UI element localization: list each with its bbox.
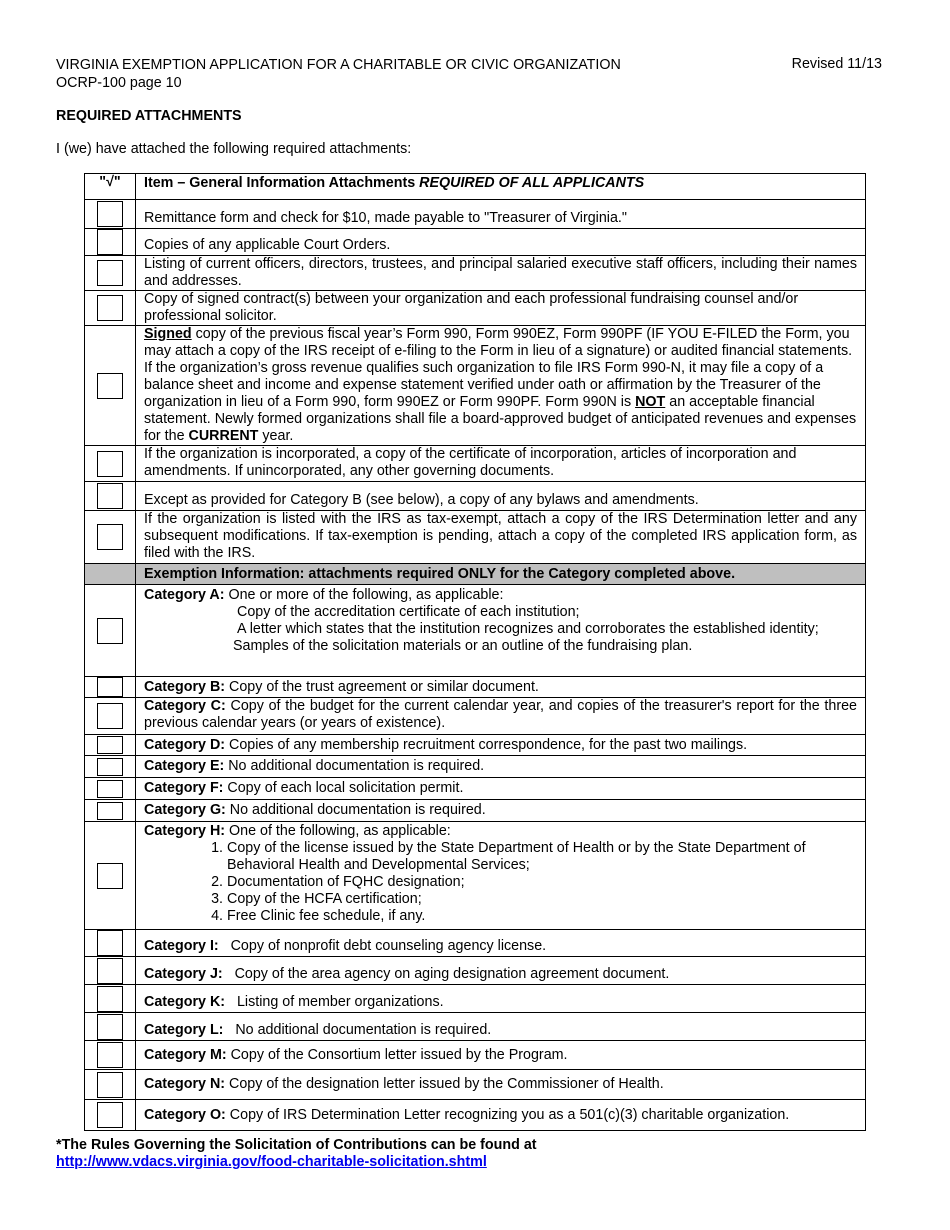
attachment-checkbox[interactable] (97, 229, 123, 255)
attachment-checkbox[interactable] (97, 295, 123, 321)
table-row (85, 698, 866, 735)
attachment-checkbox[interactable] (97, 373, 123, 399)
document-title: VIRGINIA EXEMPTION APPLICATION FOR A CHARITABLE OR CIVIC ORGANIZATION (56, 57, 621, 73)
item-text: Remittance form and check for $10, made payable to "Treasurer of Virginia." (136, 200, 866, 229)
table-row (85, 800, 866, 822)
category-text: No additional documentation is required. (223, 1022, 492, 1038)
intro-text: I (we) have attached the following required attachments: (56, 141, 412, 157)
table-header-row (85, 174, 866, 200)
table-row (85, 511, 866, 564)
revision-date: Revised 11/13 (791, 56, 882, 72)
category-a-subitem: Samples of the solicitation materials or an outline of the fundraising plan. (233, 638, 693, 654)
document-header (56, 56, 621, 92)
item-text: If the organization is incorporated, a copy of the certificate of incorporation, articles of incorporation and amendments. If unincorporated, any other governing documents. (136, 446, 866, 482)
list-item: 3. Copy of the HCFA certification; (227, 891, 857, 908)
item-text: Copy of signed contract(s) between your organization and each professional fundraising counsel and/or professional solicitor. (136, 291, 866, 326)
category-item (136, 1070, 866, 1100)
attachment-checkbox[interactable] (97, 780, 123, 798)
form-990-text: year. (258, 428, 294, 444)
category-text: Copy of IRS Determination Letter recognizing you as a 501(c)(3) charitable organization. (225, 1106, 790, 1123)
category-text: Copy of the budget for the current calendar year, and copies of the treasurer's report for the three previous calendar years (or years of existence). (144, 698, 857, 731)
attachment-checkbox[interactable] (97, 1014, 123, 1040)
exemption-header-blank (85, 564, 136, 585)
category-label: Category O: (144, 1106, 226, 1123)
form-990-text: an acceptable financial statement. Newly formed organizations shall file a board-approved budget of anticipated revenues and expenses for the (144, 394, 857, 444)
attachment-checkbox[interactable] (97, 1102, 123, 1128)
check-column-header: "√" (85, 174, 136, 200)
attachment-checkbox[interactable] (97, 863, 123, 889)
item-text: Listing of current officers, directors, trustees, and principal salaried executive staff officers, including their names and addresses. (136, 256, 866, 291)
category-item (136, 677, 866, 698)
category-text: No additional documentation is required. (225, 802, 486, 818)
category-label: Category C: (144, 698, 226, 714)
table-row (85, 291, 866, 326)
item-text: If the organization is listed with the IRS as tax-exempt, attach a copy of the IRS Determination letter and any subsequent modifications. If tax-exemption is pending, attach a copy of the completed IRS application form, as filed with the IRS. (136, 511, 866, 564)
category-text: Copy of nonprofit debt counseling agency license. (218, 938, 547, 954)
list-item: 4. Free Clinic fee schedule, if any. (227, 908, 857, 925)
category-item (136, 735, 866, 756)
form-990-text: copy of the previous fiscal year’s Form 990, Form 990EZ, Form 990PF (IF YOU E-FILED the Form, you may attach a copy of the IRS receipt of e-filing to the Form in lieu of a signature) or audited financial statements. If the organization’s gross revenue qualifies such organization to file IRS Form 990-N, it may file a copy of a balance sheet and income and expense statement verified under oath or affirmation by the Treasurer of the organization in lieu of a Form 990, form 990EZ or Form 990PF. Form 990N is (144, 326, 853, 410)
general-header-label: Item – General Information Attachments (144, 175, 420, 191)
attachment-checkbox[interactable] (97, 930, 123, 956)
category-label: Category E: (144, 758, 225, 774)
item-text: Except as provided for Category B (see below), a copy of any bylaws and amendments. (136, 482, 866, 511)
table-row (85, 930, 866, 957)
category-text: One of the following, as applicable: (225, 823, 451, 839)
category-h-list (144, 840, 857, 925)
attachment-checkbox[interactable] (97, 758, 123, 776)
section-title: REQUIRED ATTACHMENTS (56, 108, 242, 124)
attachment-checkbox[interactable] (97, 703, 123, 729)
list-item: 2. Documentation of FQHC designation; (227, 874, 857, 891)
attachment-checkbox[interactable] (97, 736, 123, 754)
signed-emphasis: Signed (144, 326, 192, 342)
table-row (85, 229, 866, 256)
category-label: Category G: (144, 802, 226, 818)
category-label: Category N: (144, 1076, 226, 1092)
category-item (136, 698, 866, 735)
category-label: Category B: (144, 678, 226, 695)
table-row (85, 822, 866, 930)
category-text: One or more of the following, as applicable: (224, 587, 504, 603)
category-text: Copy of the area agency on aging designation agreement document. (222, 966, 670, 982)
exemption-header: Exemption Information: attachments required ONLY for the Category completed above. (136, 564, 866, 585)
category-label: Category M: (144, 1046, 227, 1063)
table-row (85, 1013, 866, 1041)
category-text: Copy of each local solicitation permit. (223, 780, 464, 796)
table-row (85, 482, 866, 511)
table-row (85, 1100, 866, 1131)
attachment-checkbox[interactable] (97, 1042, 123, 1068)
category-item (136, 1100, 866, 1131)
attachment-checkbox[interactable] (97, 260, 123, 286)
table-row (85, 756, 866, 778)
category-item (136, 800, 866, 822)
footer-text: *The Rules Governing the Solicitation of Contributions can be found at (56, 1137, 537, 1153)
attachment-checkbox[interactable] (97, 201, 123, 227)
table-row (85, 778, 866, 800)
footer (56, 1137, 537, 1171)
table-row (85, 200, 866, 229)
category-label: Category D: (144, 736, 226, 753)
category-item (136, 756, 866, 778)
table-row (85, 957, 866, 985)
attachments-table (84, 173, 866, 1131)
category-item (136, 778, 866, 800)
category-label: Category I: (144, 938, 219, 954)
general-header-emphasis: REQUIRED OF ALL APPLICANTS (419, 175, 645, 191)
category-label: Category K: (144, 994, 226, 1010)
category-label: Category A: (144, 587, 225, 603)
general-header (136, 174, 866, 200)
category-label: Category H: (144, 823, 226, 839)
category-label: Category L: (144, 1022, 224, 1038)
attachment-checkbox[interactable] (97, 1072, 123, 1098)
attachment-checkbox[interactable] (97, 986, 123, 1012)
table-row (85, 1041, 866, 1070)
category-a-item (136, 585, 866, 677)
table-row (85, 985, 866, 1013)
category-item (136, 985, 866, 1013)
table-row (85, 677, 866, 698)
attachment-checkbox[interactable] (97, 618, 123, 644)
category-h-item (136, 822, 866, 930)
category-text: Copy of the trust agreement or similar document. (225, 678, 539, 695)
category-item (136, 957, 866, 985)
category-item (136, 1041, 866, 1070)
attachment-checkbox[interactable] (97, 524, 123, 550)
rules-link[interactable]: http://www.vdacs.virginia.gov/food-charitable-solicitation.shtml (56, 1154, 487, 1170)
category-text: Copies of any membership recruitment correspondence, for the past two mailings. (225, 736, 748, 753)
category-label: Category J: (144, 966, 223, 982)
attachment-checkbox[interactable] (97, 958, 123, 984)
category-item (136, 1013, 866, 1041)
table-row (85, 256, 866, 291)
attachment-checkbox[interactable] (97, 451, 123, 477)
category-text: Listing of member organizations. (225, 994, 444, 1010)
table-row (85, 735, 866, 756)
attachment-checkbox[interactable] (97, 802, 123, 820)
page-number: OCRP-100 page 10 (56, 75, 182, 91)
category-label: Category F: (144, 780, 224, 796)
table-row (85, 446, 866, 482)
form-990-item (136, 326, 866, 446)
table-row (85, 326, 866, 446)
not-emphasis: NOT (635, 394, 666, 410)
table-row (85, 585, 866, 677)
attachment-checkbox[interactable] (97, 483, 123, 509)
exemption-header-row (85, 564, 866, 585)
category-a-subitem: Copy of the accreditation certificate of each institution; (237, 604, 580, 620)
item-text: Copies of any applicable Court Orders. (136, 229, 866, 256)
category-item (136, 930, 866, 957)
table-row (85, 1070, 866, 1100)
category-text: Copy of the Consortium letter issued by the Program. (226, 1046, 568, 1063)
attachment-checkbox[interactable] (97, 677, 123, 697)
category-text: No additional documentation is required. (224, 758, 485, 774)
current-emphasis: CURRENT (188, 428, 259, 444)
category-a-subitem: A letter which states that the institution recognizes and corroborates the established identity; (237, 621, 819, 637)
category-text: Copy of the designation letter issued by the Commissioner of Health. (225, 1076, 664, 1092)
list-item: 1. Copy of the license issued by the State Department of Health or by the State Department of Behavioral Health and Developmental Services; (227, 840, 857, 874)
